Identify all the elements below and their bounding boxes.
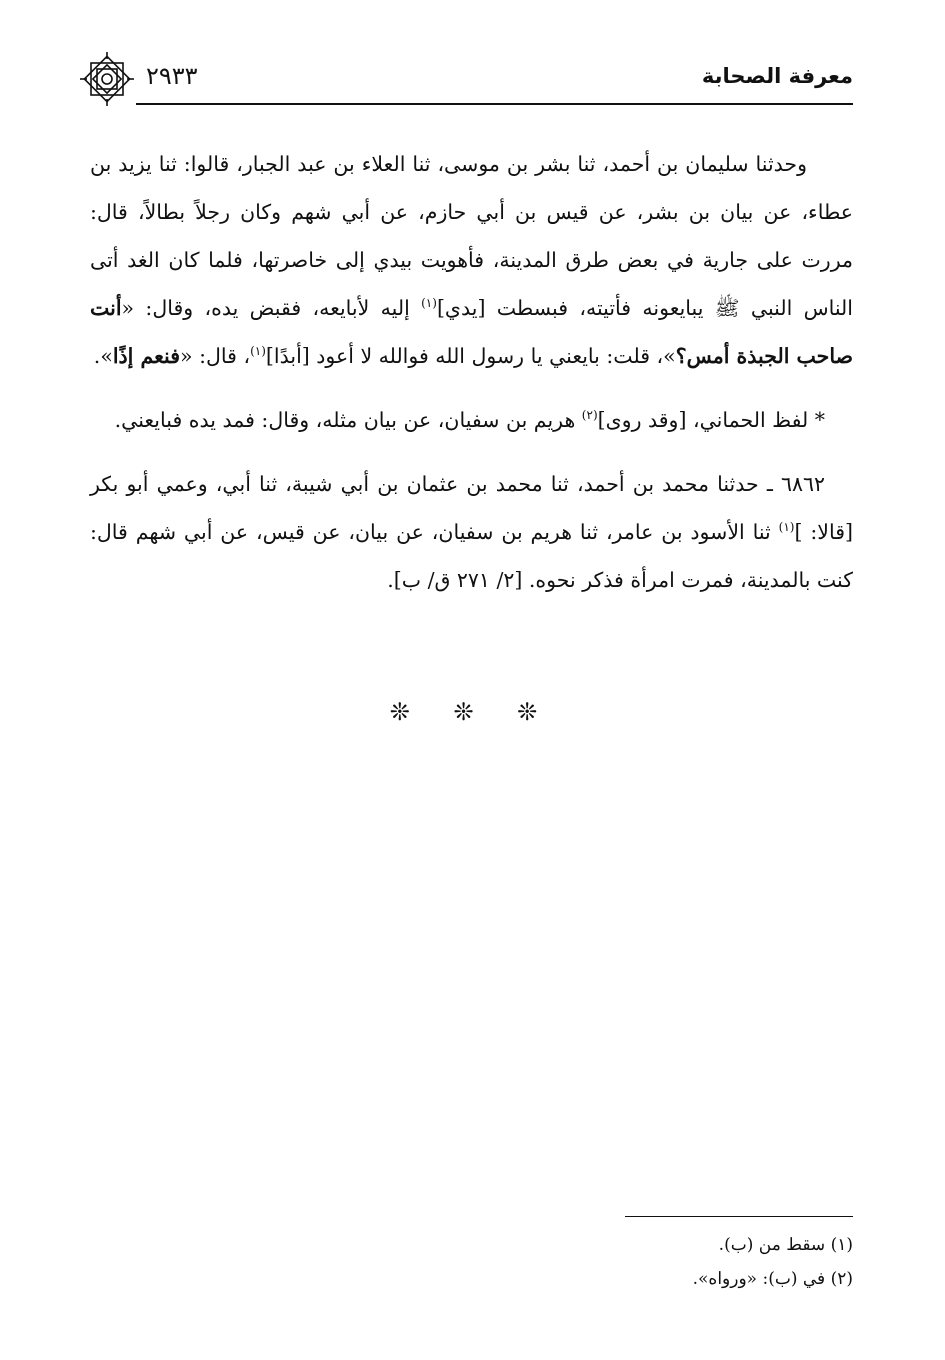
text-run: وحدثنا سليمان بن أحمد، ثنا بشر بن موسى، ثنا العلاء بن عبد الجبار، قالوا: ثنا يزيد بن عطاء، عن بيان بن بشر، عن قيس بن أبي حازم، عن أبي شهم وكان رجلاً بطالاً، قال: مررت على جارية في بعض طرق المدينة، فأهويت بيدي إلى خاصرتها، فلما كان الغد أتى الناس النبي ﷺ يبايعونه فأتيته، فبسطت [يدي] [90,152,853,320]
footnote-ref: (٢) [581,408,598,423]
page-number: ٢٩٣٣ [146,62,198,90]
text-run: »، قلت: بايعني يا رسول الله فوالله لا أعود [أبدًا] [265,344,676,368]
text-run: ، قال: « [180,344,251,368]
footnote-ref: (١) [778,520,795,535]
text-run: إليه لأبايعه، فقبض يده، وقال: « [121,296,422,320]
footnotes [693,1228,853,1296]
main-text [90,140,853,604]
eight-point-star-ornament-icon [78,50,136,108]
header-rule [136,103,853,105]
text-run: هريم بن سفيان، عن بيان مثله، وقال: فمد يده فبايعني. [114,408,582,432]
section-separator: ❊ ❊ ❊ [389,698,556,726]
hadith-quote: أنت صاحب الجبذة أمس؟ [90,296,853,368]
paragraph-narration-1 [90,140,853,380]
text-run: ٦٨٦٢ ـ حدثنا محمد بن أحمد، ثنا محمد بن عثمان بن أبي شيبة، ثنا أبي، وعمي أبو بكر [قالا: ] [90,472,854,544]
footnote-2: (٢) في (ب): «ورواه». [692,1269,853,1289]
footnote-1: (١) سقط من (ب). [718,1235,853,1255]
footnote-ref: (١) [250,344,266,359]
paragraph-note [90,396,853,444]
hadith-quote: فنعم إذًا [112,344,181,368]
footnote-rule [625,1216,853,1217]
text-run: ». [93,344,113,368]
paragraph-narration-6862 [90,460,853,604]
running-title: معرفة الصحابة [701,64,853,88]
text-run: * لفظ الحماني، [وقد روى] [597,408,825,432]
footnote-ref: (١) [421,296,437,311]
page-header [78,62,853,102]
text-run: ثنا الأسود بن عامر، ثنا هريم بن سفيان، عن بيان، عن قيس، عن أبي شهم قال: كنت بالمدينة، فمرت امرأة فذكر نحوه. [٢/ ٢٧١ ق/ ب]. [90,520,853,592]
